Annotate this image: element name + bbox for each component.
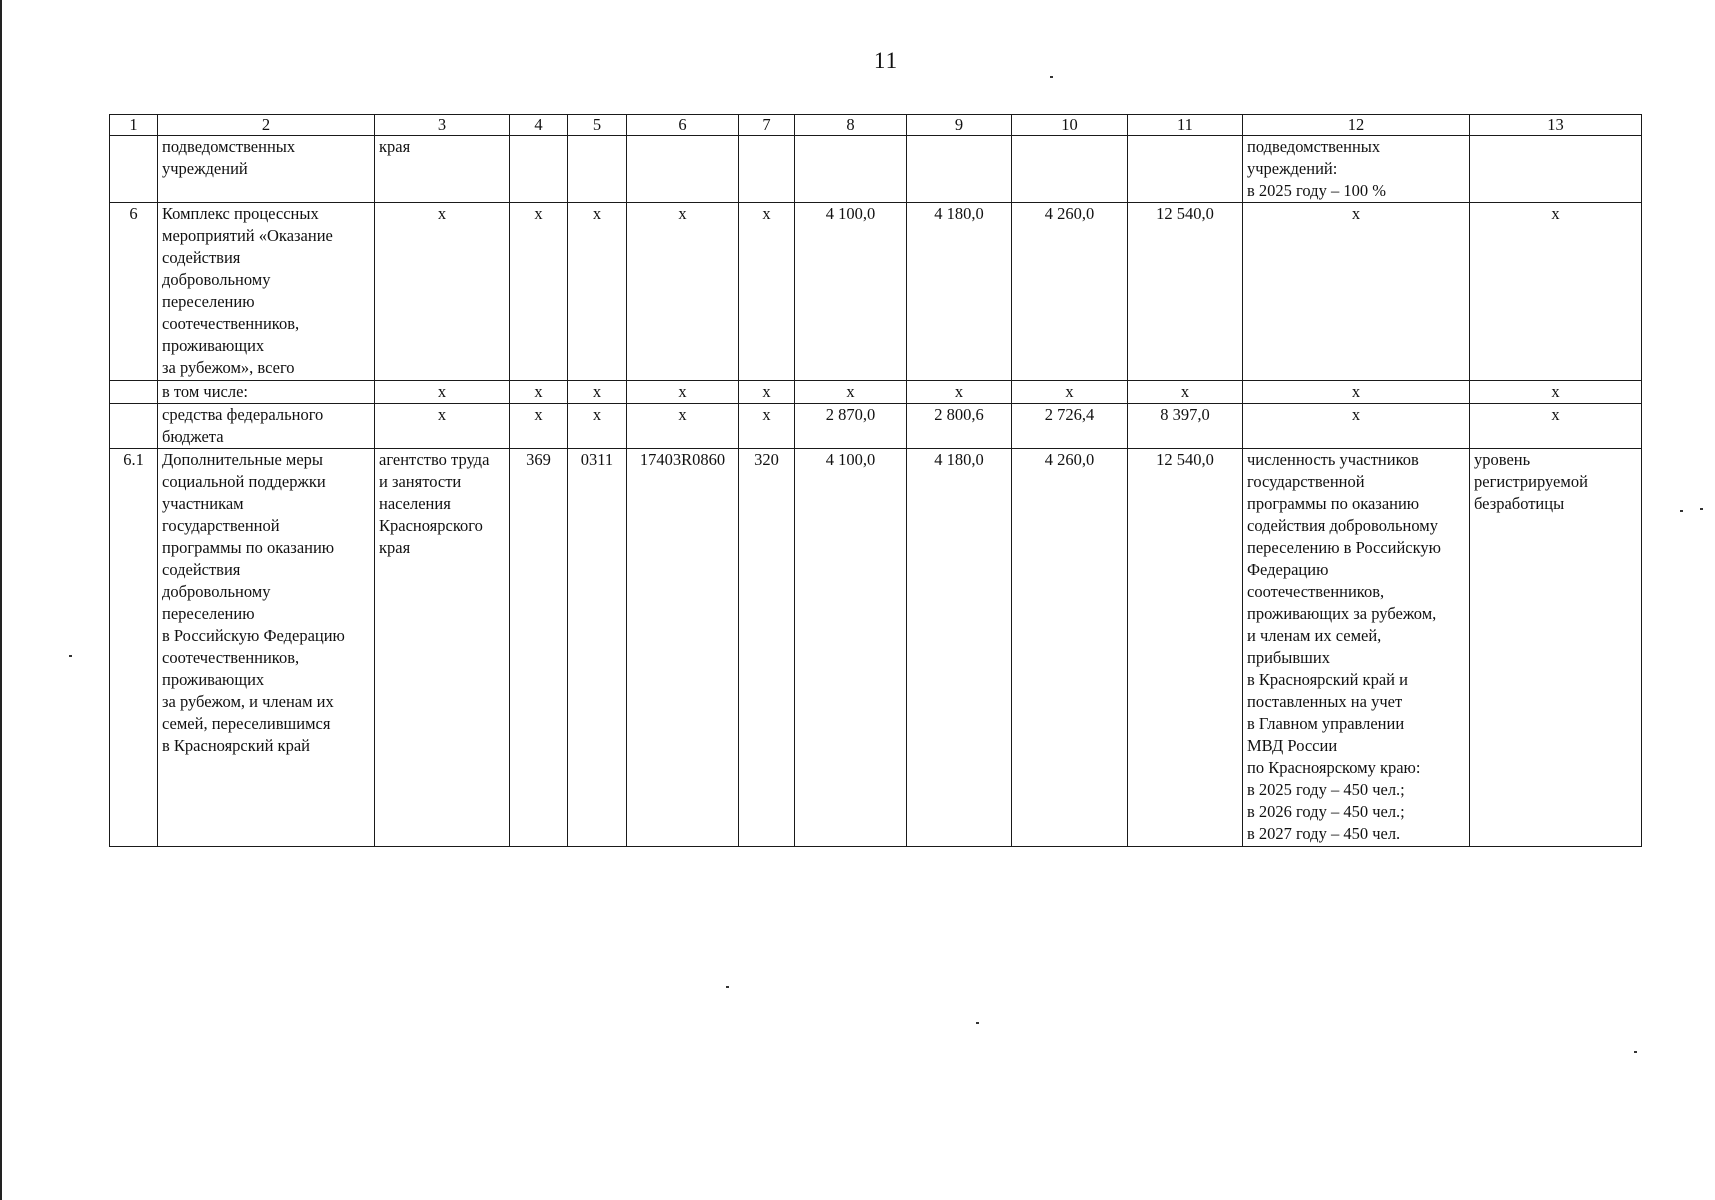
table-cell	[110, 136, 158, 203]
table-cell: 6	[110, 203, 158, 381]
table-cell: 12 540,0	[1128, 203, 1243, 381]
table-cell	[795, 136, 907, 203]
table-cell: агентство труда и занятости населения Красноярского края	[375, 449, 510, 847]
table-cell: 12 540,0	[1128, 449, 1243, 847]
table-cell: подведомственных учреждений: в 2025 году – 100 %	[1243, 136, 1470, 203]
table-cell	[627, 136, 739, 203]
table-cell: 0311	[568, 449, 627, 847]
table-row	[110, 449, 1642, 847]
table-cell: х	[568, 381, 627, 404]
table-cell	[739, 136, 795, 203]
table-cell: 2 800,6	[907, 404, 1012, 449]
table-cell: х	[627, 203, 739, 381]
table-cell	[110, 404, 158, 449]
table-cell	[1012, 136, 1128, 203]
scan-speck	[976, 1022, 979, 1024]
table-cell: х	[375, 203, 510, 381]
table-cell	[568, 136, 627, 203]
table-cell: Комплекс процессных мероприятий «Оказание содействия добровольному переселению соотечественников, проживающих за рубежом», всего	[158, 203, 375, 381]
page-edge-line	[0, 0, 2, 1200]
column-header: 13	[1470, 115, 1642, 136]
table-cell: 369	[510, 449, 568, 847]
table-header-row	[110, 115, 1642, 136]
table-cell: численность участников государственной программы по оказанию содействия добровольному переселению в Российскую Федерацию соотечественников, проживающих за рубежом, и членам их семей, прибывших в Красноярский край и поставленных на учет в Главном управлении МВД России по Красноярскому краю: в 2025 году – 450 чел.; в 2026 году – 450 чел.; в 2027 году – 450 чел.	[1243, 449, 1470, 847]
table-row	[110, 203, 1642, 381]
column-header: 4	[510, 115, 568, 136]
table-cell: 4 260,0	[1012, 449, 1128, 847]
table-cell: х	[375, 404, 510, 449]
table-cell: 2 726,4	[1012, 404, 1128, 449]
table-cell: х	[1012, 381, 1128, 404]
table-cell: 17403R0860	[627, 449, 739, 847]
table-cell: х	[739, 381, 795, 404]
column-header: 1	[110, 115, 158, 136]
table-cell: х	[1470, 203, 1642, 381]
table-row	[110, 136, 1642, 203]
table-cell: х	[510, 203, 568, 381]
column-header: 12	[1243, 115, 1470, 136]
table-cell: х	[510, 381, 568, 404]
table-cell	[1128, 136, 1243, 203]
column-header: 8	[795, 115, 907, 136]
scan-speck	[1050, 76, 1053, 78]
budget-table	[109, 114, 1642, 847]
table-cell: в том числе:	[158, 381, 375, 404]
table-cell: края	[375, 136, 510, 203]
column-header: 3	[375, 115, 510, 136]
table-cell	[907, 136, 1012, 203]
table-cell: х	[568, 203, 627, 381]
table-cell: средства федерального бюджета	[158, 404, 375, 449]
table-cell: х	[1470, 381, 1642, 404]
table-cell: 4 100,0	[795, 449, 907, 847]
table-cell: х	[1128, 381, 1243, 404]
table-cell	[110, 381, 158, 404]
column-header: 7	[739, 115, 795, 136]
table-cell: х	[627, 381, 739, 404]
column-header: 10	[1012, 115, 1128, 136]
table-cell: х	[510, 404, 568, 449]
table-cell: 4 180,0	[907, 449, 1012, 847]
table-cell: х	[568, 404, 627, 449]
table-cell	[1470, 136, 1642, 203]
table-cell: х	[1243, 203, 1470, 381]
table-cell: подведомственных учреждений	[158, 136, 375, 203]
table-cell: 4 100,0	[795, 203, 907, 381]
table-cell: 2 870,0	[795, 404, 907, 449]
table-cell: уровень регистрируемой безработицы	[1470, 449, 1642, 847]
scan-speck	[69, 655, 72, 657]
table-row	[110, 404, 1642, 449]
table-cell: х	[739, 203, 795, 381]
table-cell: х	[627, 404, 739, 449]
table-cell: 4 260,0	[1012, 203, 1128, 381]
table-cell: х	[375, 381, 510, 404]
table-cell: 4 180,0	[907, 203, 1012, 381]
table-cell: Дополнительные меры социальной поддержки участникам государственной программы по оказанию содействия добровольному переселению в Российскую Федерацию соотечественников, проживающих за рубежом, и членам их семей, переселившимся в Красноярский край	[158, 449, 375, 847]
table-cell: 320	[739, 449, 795, 847]
table-row	[110, 381, 1642, 404]
table-cell: х	[739, 404, 795, 449]
column-header: 6	[627, 115, 739, 136]
scan-speck	[726, 986, 729, 988]
column-header: 9	[907, 115, 1012, 136]
table-cell	[510, 136, 568, 203]
table-cell: 6.1	[110, 449, 158, 847]
table-cell: 8 397,0	[1128, 404, 1243, 449]
page-number: 11	[873, 48, 899, 73]
table-cell: х	[795, 381, 907, 404]
table-cell: х	[1243, 404, 1470, 449]
scan-speck	[1700, 508, 1703, 510]
table-cell: х	[1243, 381, 1470, 404]
table-cell: х	[907, 381, 1012, 404]
scan-speck	[1680, 510, 1683, 512]
column-header: 11	[1128, 115, 1243, 136]
table-cell: х	[1470, 404, 1642, 449]
column-header: 5	[568, 115, 627, 136]
column-header: 2	[158, 115, 375, 136]
scan-speck	[1634, 1051, 1637, 1053]
